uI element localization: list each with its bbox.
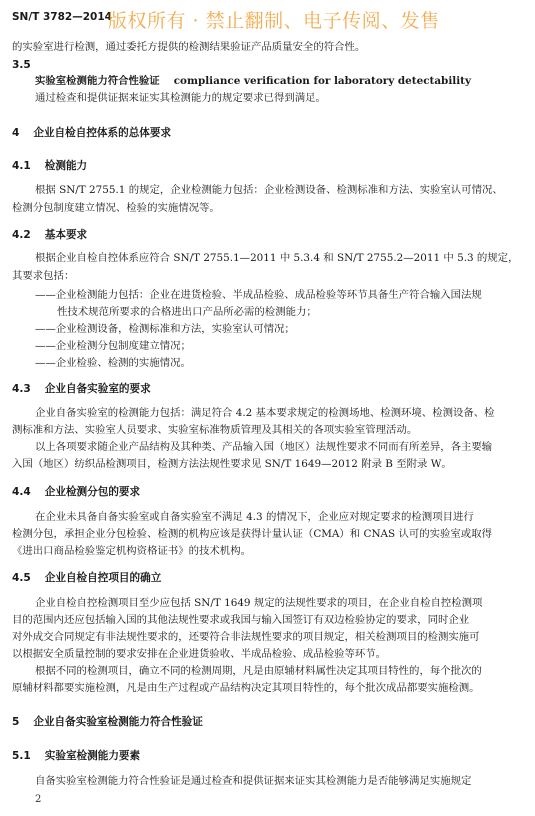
paragraph-line: 检测分包，承担企业分包检验、检测的机构应该是获得计量认证（CMA）和 CNAS 认可的实验室或取得: [12, 528, 492, 540]
subsection-heading: 4.2 基本要求: [12, 229, 88, 241]
paragraph-line: 以上各项要求随企业产品结构及其种类、产品输入国（地区）法规性要求不同而有所差异，各主要输: [35, 441, 493, 453]
standard-code: SN/T 3782—2014: [12, 11, 112, 23]
paragraph-line: 目的范围内还应包括输入国的其他法规性要求或我国与输入国签订有双边检验协定的要求，同时企业: [12, 614, 470, 626]
subsection-heading: 4.1 检测能力: [12, 160, 88, 172]
page-number: 2: [35, 794, 42, 805]
paragraph-line: 测标准和方法、实验室人员要求、实验室标准物质管理及其相关的各项实验室管理活动。: [12, 424, 418, 436]
list-item: ——企业检测设备，检测标准和方法，实验室认可情况；: [35, 323, 295, 335]
paragraph-line: 根据企业自检自控体系应符合 SN/T 2755.1—2011 中 5.3.4 和 SN/T 2755.2—2011 中 5.3 的规定，: [35, 252, 519, 264]
paragraph-line: 在企业未具备自备实验室或自备实验室不满足 4.3 的情况下，企业应对规定要求的检测项目进行: [35, 511, 474, 523]
list-item: ——企业检验、检测的实施情况。: [35, 357, 191, 369]
subsection-heading: 4.5 企业自检自控项目的确立: [12, 572, 162, 584]
paragraph-line: 对外成交合同规定有非法规性要求的，还要符合非法规性要求的项目规定，相关检测项目的检测实施可: [12, 631, 480, 643]
subsection-heading: 4.3 企业自备实验室的要求: [12, 383, 151, 395]
list-item-continuation: 性技术规范所要求的合格进出口产品所必需的检测能力；: [57, 306, 317, 318]
list-item: ——企业检测分包制度建立情况；: [35, 340, 191, 352]
term-title-zh: 实验室检测能力符合性验证: [35, 75, 160, 87]
subsection-heading: 4.4 企业检测分包的要求: [12, 486, 141, 498]
term-title: [35, 75, 471, 88]
copyright-watermark: 版权所有 · 禁止翻制、电子传阅、发售: [108, 10, 440, 32]
paragraph-line: 检测分包制度建立情况、检验的实施情况等。: [12, 202, 220, 214]
paragraph-line: 根据不同的检测项目，确立不同的检测周期，凡是由原辅材料属性决定其项目特性的，每个批次的: [35, 665, 482, 677]
term-number: 3.5: [12, 59, 31, 71]
text-line: 的实验室进行检测，通过委托方提供的检测结果验证产品质量安全的符合性。: [12, 41, 366, 53]
paragraph-line: 入国（地区）纺织品检测项目，检测方法法规性要求见 SN/T 1649—2012 附录 B 至附录 W。: [12, 458, 452, 470]
paragraph-line: 其要求包括：: [12, 270, 75, 282]
paragraph-line: 根据 SN/T 2755.1 的规定，企业检测能力包括：企业检测设备、检测标准和方法、实验室认可情况、: [35, 184, 503, 196]
section-heading: 4 企业自检自控体系的总体要求: [12, 127, 172, 139]
section-heading: 5 企业自备实验室检测能力符合性验证: [12, 716, 203, 728]
list-item: ——企业检测能力包括：企业在进货检验、半成品检验、成品检验等环节具备生产符合输入国法规: [35, 289, 482, 301]
paragraph-line: 以根据安全质量控制的要求安排在企业进货验收、半成品检验、成品检验等环节。: [12, 648, 387, 660]
paragraph-line: 原辅材料都要实施检测，凡是由生产过程或产品结构决定其项目特性的，每个批次成品都要实施检测。: [12, 682, 480, 694]
term-definition: 通过检查和提供证据来证实其检测能力的规定要求已得到满足。: [35, 92, 326, 104]
paragraph-line: 企业自备实验室的检测能力包括：满足符合 4.2 基本要求规定的检测场地、检测环境、检测设备、检: [35, 407, 495, 419]
subsection-heading: 5.1 实验室检测能力要素: [12, 750, 141, 762]
term-title-en: compliance verification for laboratory detectability: [173, 75, 471, 87]
paragraph-line: 《进出口商品检验鉴定机构资格证书》的技术机构。: [12, 545, 251, 557]
paragraph-line: 企业自检自控检测项目至少应包括 SN/T 1649 规定的法规性要求的项目，在企业自检自控检测项: [35, 597, 483, 609]
paragraph-line: 自备实验室检测能力符合性验证是通过检查和提供证据来证实其检测能力是否能够满足实施规定: [35, 775, 472, 787]
